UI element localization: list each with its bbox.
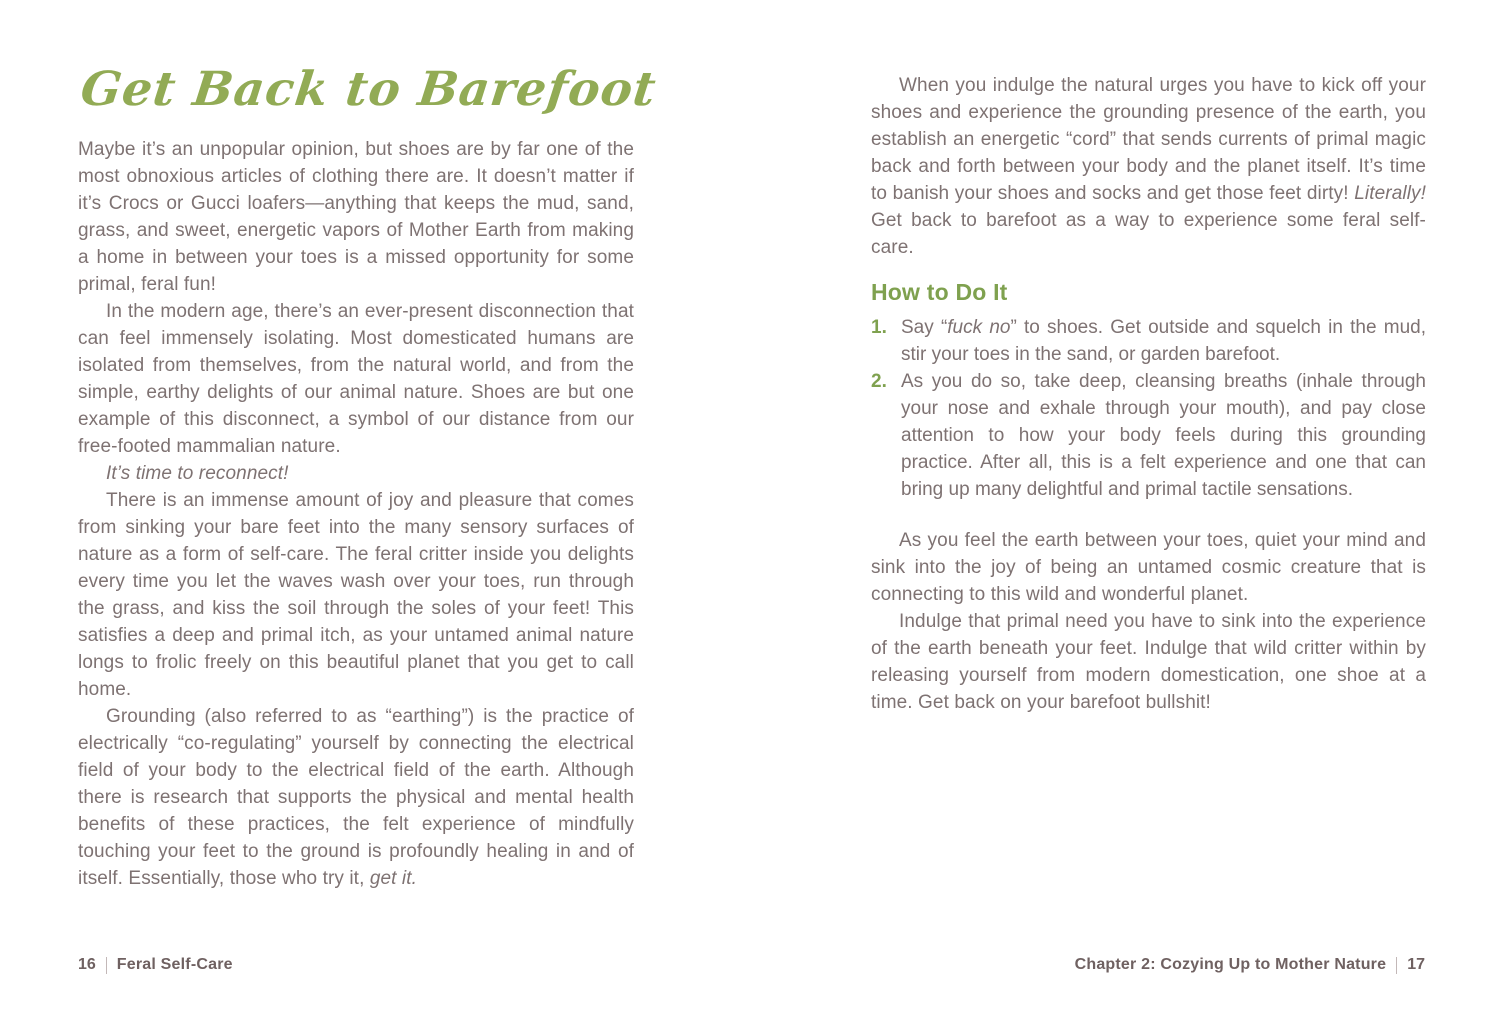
text-segment: As you do so, take deep, cleansing breaths (inhale through your nose and exhale through your mouth), and pay close attention to how your body feels during this grounding practice. After all, this is a felt experience and one that can bring up many delightful and primal tactile sensations.: [901, 371, 1426, 500]
paragraph: [78, 136, 634, 298]
text-segment: In the modern age, there’s an ever-present disconnection that can feel immensely isolating. Most domesticated humans are isolated from themselves, from the natural world, and from the simple, earthy delights of our animal nature. Shoes are but one example of this disconnect, a symbol of our distance from our free-footed mammalian nature.: [78, 300, 634, 457]
list-item-number: 2.: [871, 371, 887, 392]
text-segment: There is an immense amount of joy and pleasure that comes from sinking your bare feet into the many sensory surfaces of nature as a form of self-care. The feral critter inside you delights every time you let the waves wash over your toes, run through the grass, and kiss the soil through the soles of your feet! This satisfies a deep and primal itch, as your untamed animal nature longs to frolic freely on this beautiful planet that you get to call home.: [78, 489, 634, 700]
left-page-body: [78, 136, 634, 892]
how-to-heading: How to Do It: [871, 279, 1008, 305]
text-segment: When you indulge the natural urges you have to kick off your shoes and experience the grounding presence of the earth, you establish an energetic “cord” that sends currents of primal magic back and forth between your body and the planet itself. It’s time to banish your shoes and socks and get those feet dirty!: [871, 75, 1426, 204]
footer-divider: [1396, 957, 1397, 974]
text-segment: Indulge that primal need you have to sink into the experience of the earth beneath your feet. Indulge that wild critter within by releasing yourself from modern domestication, one shoe at a time. Get back on your barefoot bullshit!: [871, 611, 1426, 713]
how-to-list-item: [871, 368, 1426, 503]
list-item-text: [901, 368, 1426, 503]
chapter-title: Chapter 2: Cozying Up to Mother Nature: [1074, 956, 1387, 973]
book-title: Feral Self-Care: [116, 956, 233, 973]
text-segment: As you feel the earth between your toes, quiet your mind and sink into the joy of being an untamed cosmic creature that is connecting to this wild and wonderful planet.: [871, 530, 1426, 605]
text-segment: fuck no: [947, 317, 1011, 338]
paragraph: [78, 298, 634, 460]
page-number-left: 16: [78, 956, 96, 973]
list-item-text: [901, 314, 1426, 368]
right-page: [871, 0, 1426, 716]
how-to-list: [871, 314, 1426, 503]
text-segment: Say “: [901, 317, 948, 338]
left-page: [77, 0, 660, 892]
text-segment: ” to shoes. Get outside and squelch in the mud, stir your toes in the sand, or garden barefoot.: [901, 317, 1426, 365]
right-page-footer: [1075, 956, 1425, 974]
list-item-number: 1.: [871, 317, 887, 338]
text-segment: get it.: [369, 867, 417, 889]
right-page-body-bottom: [871, 527, 1426, 716]
paragraph: [78, 460, 634, 487]
text-segment: Grounding (also referred to as “earthing”) is the practice of electrically “co-regulating” yourself by connecting the electrical field of your body to the electrical field of the earth. Although there is research that supports the physical and mental health benefits of these practices, the felt experience of mindfully touching your feet to the ground is profoundly healing in and of itself. Essentially, those who try it,: [78, 705, 634, 889]
paragraph: [871, 72, 1426, 261]
text-segment: It’s time to reconnect!: [106, 462, 289, 484]
right-page-body-top: [871, 72, 1426, 261]
paragraph: [78, 487, 634, 703]
how-to-list-item: [871, 314, 1426, 368]
page-number-right: 17: [1407, 956, 1425, 973]
text-segment: Maybe it’s an unpopular opinion, but shoes are by far one of the most obnoxious articles of clothing there are. It doesn’t matter if it’s Crocs or Gucci loafers—anything that keeps the mud, sand, grass, and sweet, energetic vapors of Mother Earth from making a home in between your toes is a missed opportunity for some primal, feral fun!: [78, 138, 634, 295]
text-segment: Literally!: [1354, 183, 1426, 204]
paragraph: [78, 703, 634, 892]
section-title: Get Back to Barefoot: [77, 62, 660, 117]
paragraph: [871, 608, 1426, 716]
paragraph: [871, 527, 1426, 608]
left-page-footer: [78, 956, 233, 974]
footer-divider: [106, 957, 107, 974]
text-segment: Get back to barefoot as a way to experience some feral self-care.: [871, 210, 1426, 258]
